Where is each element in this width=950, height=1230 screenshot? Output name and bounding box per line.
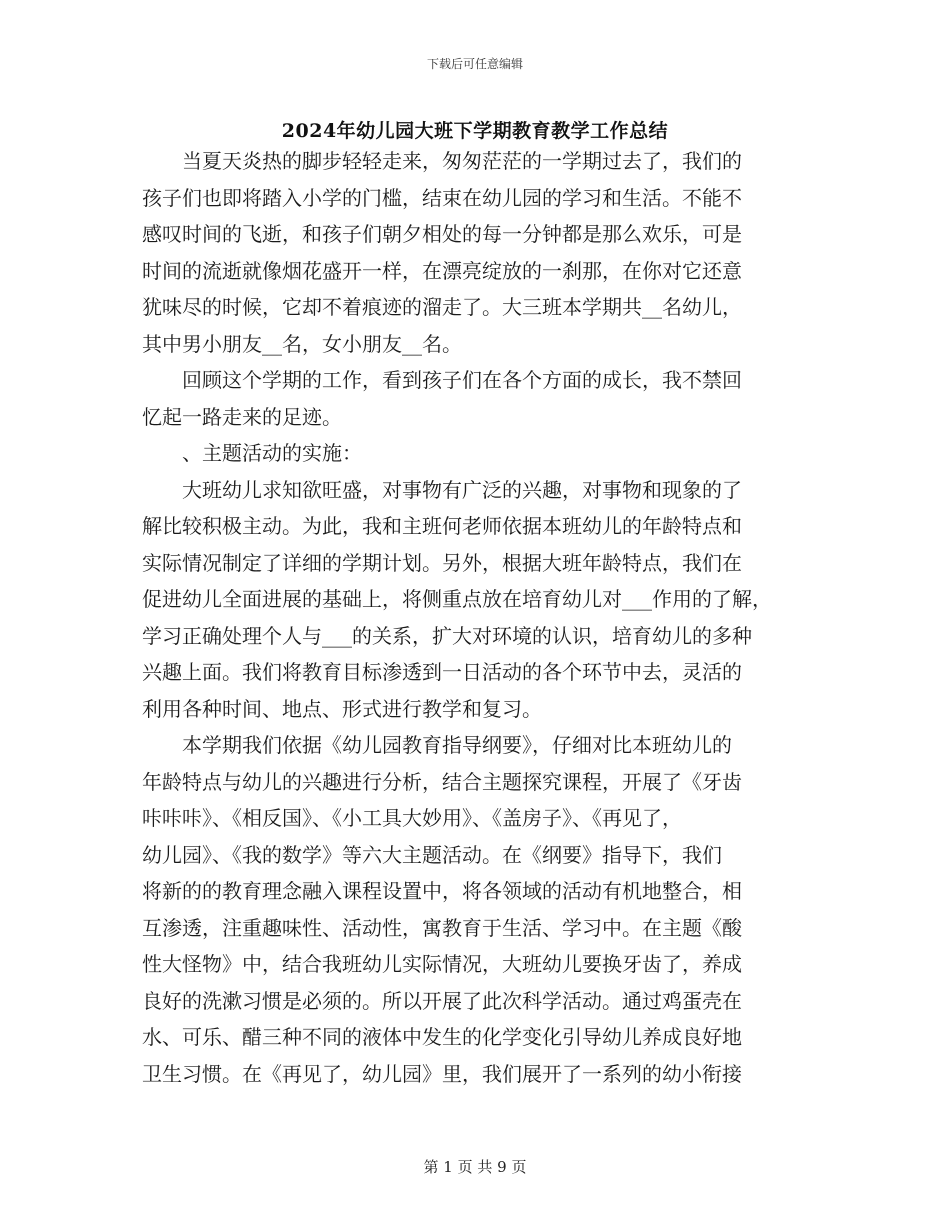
body-line: 性大怪物》中，结合我班幼儿实际情况，大班幼儿要换牙齿了，养成: [142, 952, 742, 976]
body-line: 卫生习惯。在《再见了，幼儿园》里，我们展开了一系列的幼小衔接: [142, 1061, 742, 1086]
body-line: 幼儿园》、《我的数学》等六大主题活动。在《纲要》指导下，我们: [142, 842, 722, 867]
body-line: 年龄特点与幼儿的兴趣进行分析，结合主题探究课程，开展了《牙齿: [142, 769, 742, 794]
body-line: 感叹时间的飞逝，和孩子们朝夕相处的每一分钟都是那么欢乐，可是: [142, 222, 742, 246]
body-line: 学习正确处理个人与___的关系，扩大对环境的认识，培育幼儿的多种: [142, 623, 752, 648]
body-line: 、主题活动的实施：: [142, 441, 362, 465]
body-line: 兴趣上面。我们将教育目标渗透到一日活动的各个环节中去，灵活的: [142, 660, 742, 684]
body-line: 犹味尽的时候，它却不着痕迹的溜走了。大三班本学期共__名幼儿，: [142, 295, 742, 319]
document-body: [142, 143, 810, 1092]
body-line: 时间的流逝就像烟花盛开一样，在漂亮绽放的一刹那，在你对它还意: [142, 258, 742, 283]
document-title: 2024年幼儿园大班下学期教育教学工作总结: [281, 120, 669, 142]
body-line: 实际情况制定了详细的学期计划。另外，根据大班年龄特点，我们在: [142, 550, 742, 575]
body-line: 水、可乐、醋三种不同的液体中发生的化学变化引导幼儿养成良好地: [142, 1025, 742, 1049]
body-line: 本学期我们依据《幼儿园教育指导纲要》，仔细对比本班幼儿的: [142, 733, 732, 757]
body-line: 大班幼儿求知欲旺盛，对事物有广泛的兴趣，对事物和现象的了: [142, 477, 742, 502]
body-line: 将新的的教育理念融入课程设置中，将各领域的活动有机地整合，相: [142, 879, 742, 903]
body-line: 其中男小朋友__名，女小朋友__名。: [142, 331, 462, 356]
body-line: 咔咔咔》、《相反国》、《小工具大妙用》、《盖房子》、《再见了，: [142, 806, 682, 830]
body-line: 解比较积极主动。为此，我和主班何老师依据本班幼儿的年龄特点和: [142, 514, 742, 538]
body-line: 忆起一路走来的足迹。: [142, 404, 342, 429]
body-line: 利用各种时间、地点、形式进行教学和复习。: [142, 696, 542, 721]
body-line: 促进幼儿全面进展的基础上，将侧重点放在培育幼儿对___作用的了解，: [142, 587, 772, 611]
header-note: 下载后可任意编辑: [426, 57, 523, 71]
body-line: 回顾这个学期的工作，看到孩子们在各个方面的成长，我不禁回: [142, 368, 742, 392]
body-line: 互渗透，注重趣味性、活动性，寓教育于生活、学习中。在主题《酸: [142, 915, 742, 940]
body-line: 良好的洗漱习惯是必须的。所以开展了此次科学活动。通过鸡蛋壳在: [142, 988, 742, 1013]
body-line: 孩子们也即将踏入小学的门槛，结束在幼儿园的学习和生活。不能不: [142, 185, 742, 210]
page-number-footer: 第 1 页 共 9 页: [423, 1158, 527, 1176]
body-line: 当夏天炎热的脚步轻轻走来，匆匆茫茫的一学期过去了，我们的: [142, 149, 742, 173]
